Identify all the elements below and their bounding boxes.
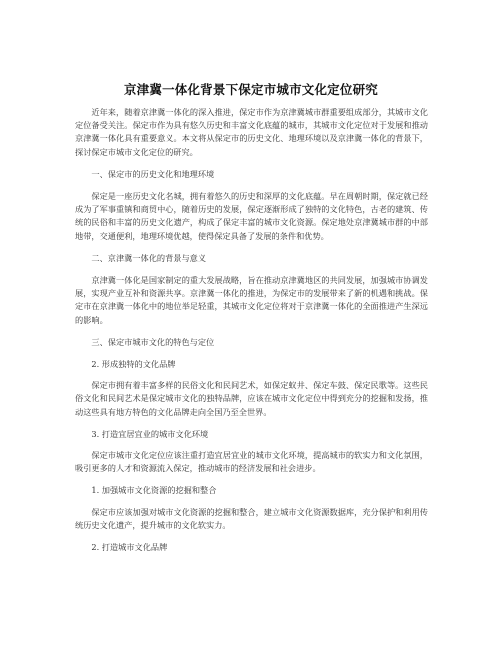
subheading-livable-environment: 3. 打造宜居宜业的城市文化环境 (91, 428, 209, 439)
document-body (75, 106, 428, 554)
resource-integration-paragraph: 保定市应该加强对城市文化资源的挖掘和整合，建立城市文化资源数据库，充分保护和利用传统历史文化遗产，提升城市的文化软实力。 (75, 506, 428, 530)
cultural-brand-paragraph: 保定市拥有着丰富多样的民俗文化和民间艺术，如保定蚁井、保定车鼓、保定民歌等。这些民俗文化和民间艺术是保定城市文化的独特品牌，应该在城市文化定位中得到充分的挖掘和发扬，推动这些具有地方特色的文化品牌走向全国乃至全世界。 (75, 380, 428, 417)
section-heading-1: 一、保定市的历史文化和地理环境 (91, 168, 215, 179)
document-title: 京津冀一体化背景下保定市城市文化定位研究 (123, 82, 378, 97)
section-heading-3: 三、保定市城市文化的特色与定位 (91, 336, 215, 347)
section-2-paragraph: 京津冀一体化是国家制定的重大发展战略，旨在推动京津冀地区的共同发展，加强城市协调发展，实现产业互补和资源共享。京津冀一体化的推进，为保定市的发展带来了新的机遇和挑战。保定市在京津冀一体化中的地位举足轻重，其城市文化定位将对于京津冀一体化的全面推进产生深远的影响。 (75, 275, 428, 325)
section-heading-2: 二、京津冀一体化的背景与意义 (91, 252, 207, 263)
subheading-resource-integration: 1. 加强城市文化资源的挖掘和整合 (91, 485, 217, 496)
intro-paragraph: 近年来，随着京津冀一体化的深入推进，保定市作为京津冀城市群重要组成部分，其城市文化定位备受关注。保定市作为具有悠久历史和丰富文化底蕴的城市，其城市文化定位对于发展和推动京津冀一体化具有重要意义。本文将从保定市的历史文化、地理环境以及京津冀一体化的背景下，探讨保定市城市文化定位的研究。 (75, 107, 428, 157)
livable-environment-paragraph: 保定市城市文化定位应该注重打造宜居宜业的城市文化环境，提高城市的软实力和文化氛围，吸引更多的人才和资源流入保定，推动城市的经济发展和社会进步。 (75, 450, 428, 474)
subheading-city-brand: 2. 打造城市文化品牌 (91, 542, 168, 553)
subheading-cultural-brand: 2. 形成独特的文化品牌 (91, 359, 176, 370)
section-1-paragraph: 保定是一座历史文化名城，拥有着悠久的历史和深厚的文化底蕴。早在周朝时期，保定就已经成为了军事重镇和商贸中心，随着历史的发展，保定逐渐形成了独特的文化特色，古老的建筑、传统的民俗和丰富的历史文化遗产，构成了保定丰富的城市文化资源。保定地处京津冀城市群的中部地带，交通便利，地理环境优越，使得保定具备了发展的条件和优势。 (75, 191, 428, 241)
